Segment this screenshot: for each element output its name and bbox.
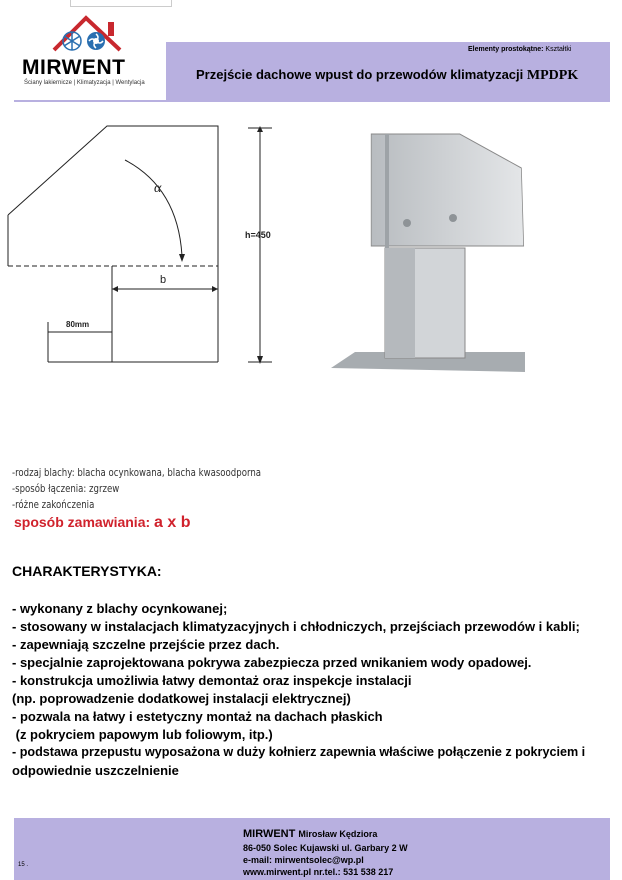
characteristic-line: odpowiednie uszczelnienie xyxy=(12,763,179,778)
footer-website[interactable]: www.mirwent.pl nr.tel.: 531 538 217 xyxy=(243,867,394,877)
characteristic-line: - specjalnie zaprojektowana pokrywa zabezpiecza przed wnikaniem wody opadowej. xyxy=(12,655,532,670)
b-label: b xyxy=(160,274,167,286)
element-category: Elementy prostokątne: Kształtki xyxy=(468,46,572,53)
footer-company: MIRWENT Mirosław Kędziora xyxy=(243,828,378,840)
product-photo xyxy=(325,128,525,376)
house-logo-icon xyxy=(14,10,166,60)
alpha-label: α xyxy=(154,181,162,196)
technical-drawing xyxy=(0,118,300,368)
footer-email[interactable]: e-mail: mirwentsolec@wp.pl xyxy=(243,855,364,865)
characteristic-line: - konstrukcja umożliwia łatwy demontaż oraz inspekcje instalacji xyxy=(12,673,412,688)
spec-line: -różne zakończenia xyxy=(12,498,95,511)
logo xyxy=(14,10,166,100)
characteristic-line: (np. poprowadzenie dodatkowej instalacji elektrycznej) xyxy=(12,691,351,706)
page-number: 15 . xyxy=(18,862,29,868)
order-method: sposób zamawiania: a x b xyxy=(14,514,191,531)
characteristic-line: - wykonany z blachy ocynkowanej; xyxy=(12,601,228,616)
characteristic-line: - pozwala na łatwy i estetyczny montaż na dachach płaskich xyxy=(12,709,383,724)
flange-label: 80mm xyxy=(66,320,90,329)
logo-company-name: MIRWENT xyxy=(22,56,126,79)
characteristics-heading: CHARAKTERYSTYKA: xyxy=(12,563,162,579)
characteristic-line: - podstawa przepustu wyposażona w duży kołnierz zapewnia właściwe połączenie z pokryciem i xyxy=(12,745,586,759)
characteristic-line: - stosowany w instalacjach klimatyzacyjnych i chłodniczych, przejściach przewodów i kabli; xyxy=(12,619,580,634)
top-frame xyxy=(70,0,172,7)
fan-icon xyxy=(87,32,105,50)
logo-tagline: Ściany lakiernicze | Klimatyzacja | Wentylacja xyxy=(24,80,145,86)
page-title: Przejście dachowe wpust do przewodów klimatyzacji MPDPK xyxy=(196,67,579,83)
spec-line: -rodzaj blachy: blacha ocynkowana, blacha kwasoodporna xyxy=(12,466,262,479)
footer-address: 86-050 Solec Kujawski ul. Garbary 2 W xyxy=(243,843,408,853)
spec-line: -sposób łączenia: zgrzew xyxy=(12,482,120,495)
characteristic-line: (z pokryciem papowym lub foliowym, itp.) xyxy=(12,727,273,742)
characteristic-line: - zapewniają szczelne przejście przez dach. xyxy=(12,637,280,652)
h-label: h=450 xyxy=(245,230,271,240)
